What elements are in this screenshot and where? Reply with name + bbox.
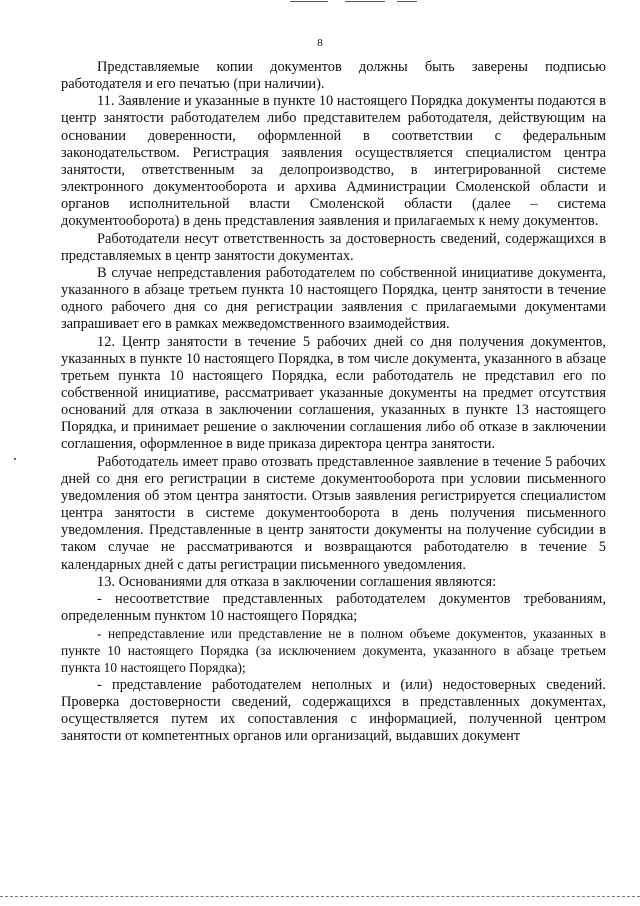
- paragraph: Работодатели несут ответственность за достоверность сведений, содержащихся в представляемых в центр занятости документах.: [61, 230, 606, 264]
- paragraph: Работодатель имеет право отозвать представленное заявление в течение 5 рабочих дней со дня его регистрации в системе документооборота при условии письменного уведомления об этом центра занятости. Отзыв заявления регистрируется специалистом центра занятости в системе документооборота в день получения письменного уведомления. Представленные в центр занятости документы на получение субсидии в таком случае не рассматриваются и возвращаются работодателю в течение 5 календарных дней с даты регистрации письменного уведомления.: [61, 453, 606, 573]
- scan-artifact-top: [0, 0, 640, 12]
- scan-artifact-dot: [14, 458, 16, 460]
- paragraph: Представляемые копии документов должны быть заверены подписью работодателя и его печатью (при наличии).: [61, 59, 606, 93]
- paragraph: В случае непредставления работодателем по собственной инициативе документа, указанного в абзаце третьем пункта 10 настоящего Порядка, центр занятости в течение одного рабочего дня со дня регистрации заявления с прилагаемыми документами запрашивает его в рамках межведомственного взаимодействия.: [61, 264, 606, 333]
- document-body: [61, 59, 606, 745]
- list-item: - непредставление или представление не в полном объеме документов, указанных в пункте 10 настоящего Порядка (за исключением документа, указанного в абзаце третьем пункта 10 настоящего Порядка);: [61, 626, 606, 676]
- paragraph: 11. Заявление и указанные в пункте 10 настоящего Порядка документы подаются в центр занятости работодателем либо представителем работодателя, действующим на основании доверенности, оформленной в соответствии с федеральным законодательством. Регистрация заявления осуществляется специалистом центра занятости, ответственным за делопроизводство, в интегрированной системе электронного документооборота и архива Администрации Смоленской области и органов исполнительной власти Смоленской области (далее – система документооборота) в день представления заявления и прилагаемых к нему документов.: [61, 93, 606, 230]
- paragraph: 12. Центр занятости в течение 5 рабочих дней со дня получения документов, указанных в пункте 10 настоящего Порядка, в том числе документа, указанного в абзаце третьем пункта 10 настоящего Порядка, если работодатель не представил его по собственной инициативе, рассматривает указанные документы на предмет отсутствия оснований для отказа в заключении соглашения, указанных в пункте 13 настоящего Порядка, и принимает решение о заключении соглашения либо об отказе в заключении соглашения, оформленное в виде приказа директора центра занятости.: [61, 333, 606, 453]
- list-item: - несоответствие представленных работодателем документов требованиям, определенным пунктом 10 настоящего Порядка;: [61, 590, 606, 624]
- list-item: - представление работодателем неполных и (или) недостоверных сведений. Проверка достоверности сведений, содержащихся в представленных документах, осуществляется путем их сопоставления с информацией, полученной центром занятости от компетентных органов или организаций, выдавших документ: [61, 676, 606, 745]
- page-number: 8: [317, 37, 323, 49]
- paragraph: 13. Основаниями для отказа в заключении соглашения являются:: [97, 573, 497, 590]
